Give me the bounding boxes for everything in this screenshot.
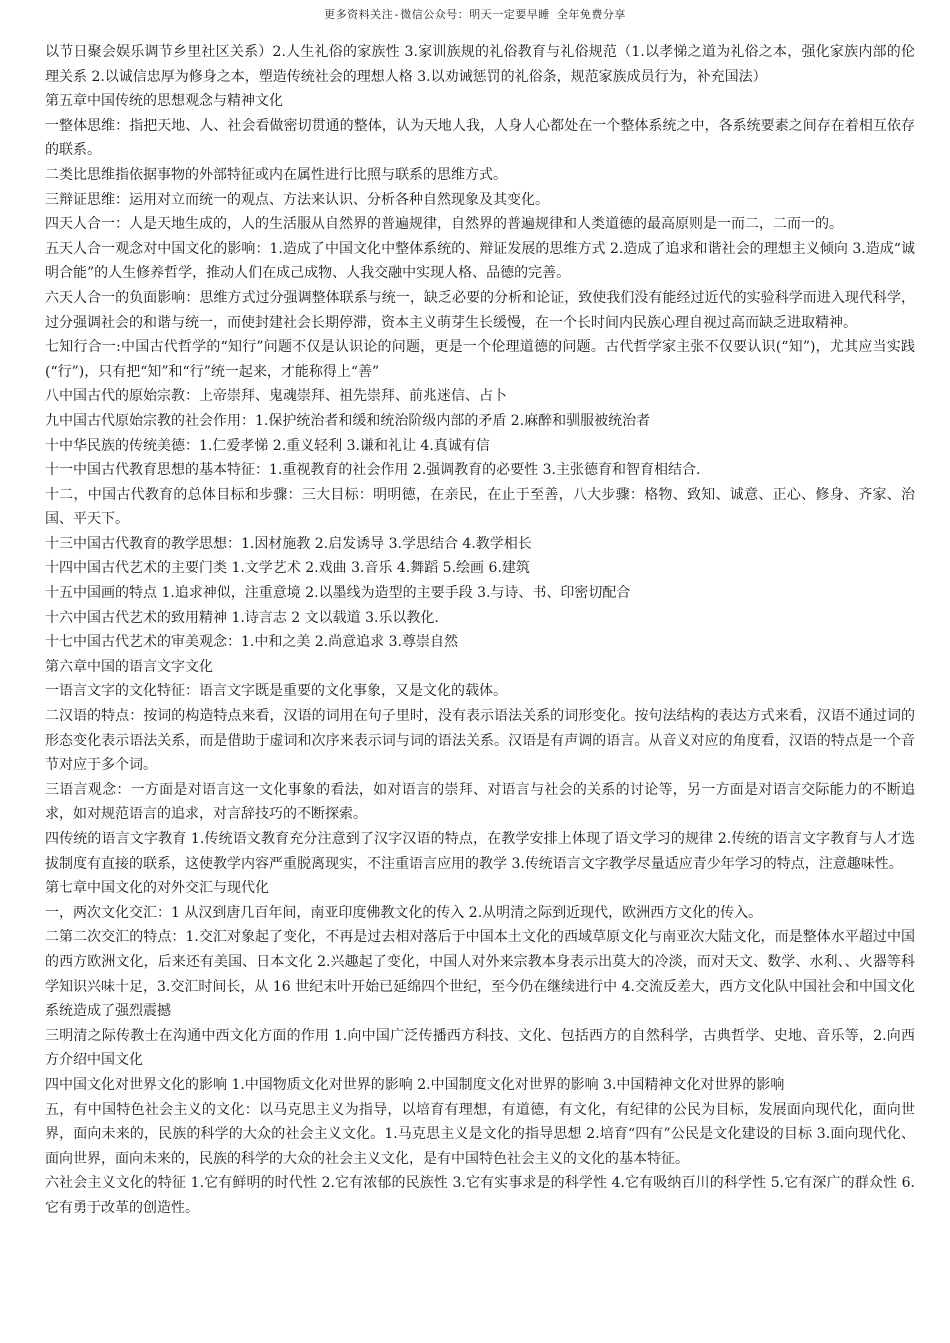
paragraph: 二汉语的特点：按词的构造特点来看，汉语的词用在句子里时，没有表示语法关系的词形变化。按句法结构的表达方式来看，汉语不通过词的形态变化表示语法关系，而是借助于虚词和次序来表示词与词的语法关系。汉语是有声调的语言。从音义对应的角度看，汉语的特点是一个音节对应于多个词。 (45, 708, 915, 774)
paragraph: 十三中国古代教育的教学思想：1.因材施教 2.启发诱导 3.学思结合 4.教学相长 (45, 535, 532, 552)
page-header: 更多资料关注-微信公众号：明天一定要早睡 全年免费分享 (324, 8, 626, 21)
paragraph: 九中国古代原始宗教的社会作用：1.保护统治者和缓和统治阶级内部的矛盾 2.麻醉和驯服被统治者 (45, 412, 651, 429)
paragraph: 八中国古代的原始宗教：上帝崇拜、鬼魂崇拜、祖先崇拜、前兆迷信、占卜 (45, 388, 507, 405)
paragraph: 十七中国古代艺术的审美观念：1.中和之美 2.尚意追求 3.尊崇自然 (45, 634, 458, 651)
chapter-heading: 第七章中国文化的对外交汇与现代化 (45, 880, 269, 897)
paragraph: 十一中国古代教育思想的基本特征：1.重视教育的社会作用 2.强调教育的必要性 3.主张德育和智育相结合. (45, 462, 701, 479)
paragraph: 五天人合一观念对中国文化的影响：1.造成了中国文化中整体系统的、辩证发展的思维方式 2.造成了追求和谐社会的理想主义倾向 3.造成“诚明合能”的人生修养哲学，推动人们在成己成物、人我交融中实现人格、品德的完善。 (45, 240, 915, 282)
paragraph: 十二，中国古代教育的总体目标和步骤：三大目标：明明德，在亲民，在止于至善，八大步骤：格物、致知、诚意、正心、修身、齐家、治国、平天下。 (45, 486, 915, 528)
paragraph: 二第二次交汇的特点：1.交汇对象起了变化，不再是过去相对落后于中国本土文化的西域草原文化与南亚次大陆文化，而是整体水平超过中国的西方欧洲文化，后来还有美国、日本文化 2.兴趣起了变化，中国人对外来宗教本身表示出莫大的冷淡，而对天文、数学、水利、、火器等科学知识兴味十足，3.交汇时间长，从 16 世纪末叶开始已延绵四个世纪，至今仍在继续进行中 4.交流反差大，西方文化队中国社会和中国文化系统造成了强烈震撼 (45, 929, 915, 1020)
paragraph: 四中国文化对世界文化的影响 1.中国物质文化对世界的影响 2.中国制度文化对世界的影响 3.中国精神文化对世界的影响 (45, 1076, 785, 1093)
chapter-heading: 第六章中国的语言文字文化 (45, 658, 213, 675)
paragraph: 十四中国古代艺术的主要门类 1.文学艺术 2.戏曲 3.音乐 4.舞蹈 5.绘画 6.建筑 (45, 560, 530, 577)
paragraph: 二类比思维指依据事物的外部特征或内在属性进行比照与联系的思维方式。 (45, 166, 507, 183)
paragraph: 十五中国画的特点 1.追求神似，注重意境 2.以墨线为造型的主要手段 3.与诗、书、印密切配合 (45, 585, 631, 602)
paragraph: 十中华民族的传统美德：1.仁爱孝悌 2.重义轻利 3.谦和礼让 4.真诚有信 (45, 437, 490, 454)
document-body (45, 40, 915, 1221)
paragraph: 以节日聚会娱乐调节乡里社区关系）2.人生礼俗的家族性 3.家训族规的礼俗教育与礼俗规范（1.以孝悌之道为礼俗之本，强化家族内部的伦理关系 2.以诚信忠厚为修身之本，塑造传统社会的理想人格 3.以劝诫惩罚的礼俗条，规范家族成员行为，补充国法） (45, 44, 915, 85)
paragraph: 五，有中国特色社会主义的文化：以马克思主义为指导，以培育有理想，有道德，有文化，有纪律的公民为目标，发展面向现代化，面向世界，面向未来的，民族的科学的大众的社会主义文化。1.马克思主义是文化的指导思想 2.培育“四有”公民是文化建设的目标 3.面向现代化、面向世界，面向未来的，民族的科学的大众的社会主义文化，是有中国特色社会主义的文化的基本特征。 (45, 1101, 915, 1167)
paragraph: 七知行合一:中国古代哲学的“知行”问题不仅是认识论的问题，更是一个伦理道德的问题。古代哲学家主张不仅要认识(“知”)，尤其应当实践(“行”)，只有把“知”和“行”统一起来，才能称得上“善” (45, 339, 915, 380)
chapter-heading: 第五章中国传统的思想观念与精神文化 (45, 93, 283, 110)
paragraph: 一整体思维：指把天地、人、社会看做密切贯通的整体，认为天地人我，人身人心都处在一个整体系统之中，各系统要素之间存在着相互依存的联系。 (45, 117, 915, 159)
paragraph: 十六中国古代艺术的致用精神 1.诗言志 2 文以载道 3.乐以教化. (45, 609, 439, 626)
paragraph: 三语言观念：一方面是对语言这一文化事象的看法，如对语言的崇拜、对语言与社会的关系的讨论等，另一方面是对语言交际能力的不断追求，如对规范语言的追求，对言辞技巧的不断探索。 (45, 781, 915, 823)
paragraph: 四天人合一：人是天地生成的，人的生活服从自然界的普遍规律，自然界的普遍规律和人类道德的最高原则是一而二，二而一的。 (45, 216, 843, 233)
paragraph: 六社会主义文化的特征 1.它有鲜明的时代性 2.它有浓郁的民族性 3.它有实事求是的科学性 4.它有吸纳百川的科学性 5.它有深广的群众性 6.它有勇于改革的创造性。 (45, 1175, 915, 1216)
paragraph: 四传统的语言文字教育 1.传统语文教育充分注意到了汉字汉语的特点，在教学安排上体现了语文学习的规律 2.传统的语言文字教育与人才选拔制度有直接的联系，这使教学内容严重脱离现实，不注重语言应用的教学 3.传统语言文字教学尽量适应青少年学习的特点，注意趣味性。 (45, 831, 915, 872)
paragraph: 一，两次文化交汇：1 从汉到唐几百年间，南亚印度佛教文化的传入 2.从明清之际到近现代，欧洲西方文化的传入。 (45, 904, 763, 921)
paragraph: 一语言文字的文化特征：语言文字既是重要的文化事象，又是文化的载体。 (45, 683, 507, 700)
paragraph: 三明清之际传教士在沟通中西文化方面的作用 1.向中国广泛传播西方科技、文化、包括西方的自然科学，古典哲学、史地、音乐等，2.向西方介绍中国文化 (45, 1027, 915, 1069)
paragraph: 三辩证思维：运用对立而统一的观点、方法来认识、分析各种自然现象及其变化。 (45, 191, 549, 208)
paragraph: 六天人合一的负面影响：思维方式过分强调整体联系与统一，缺乏必要的分析和论证，致使我们没有能经过近代的实验科学而进入现代科学，过分强调社会的和谐与统一，而使封建社会长期停滞，资本主义萌芽生长缓慢，在一个长时间内民族心理自视过高而缺乏进取精神。 (45, 289, 915, 331)
